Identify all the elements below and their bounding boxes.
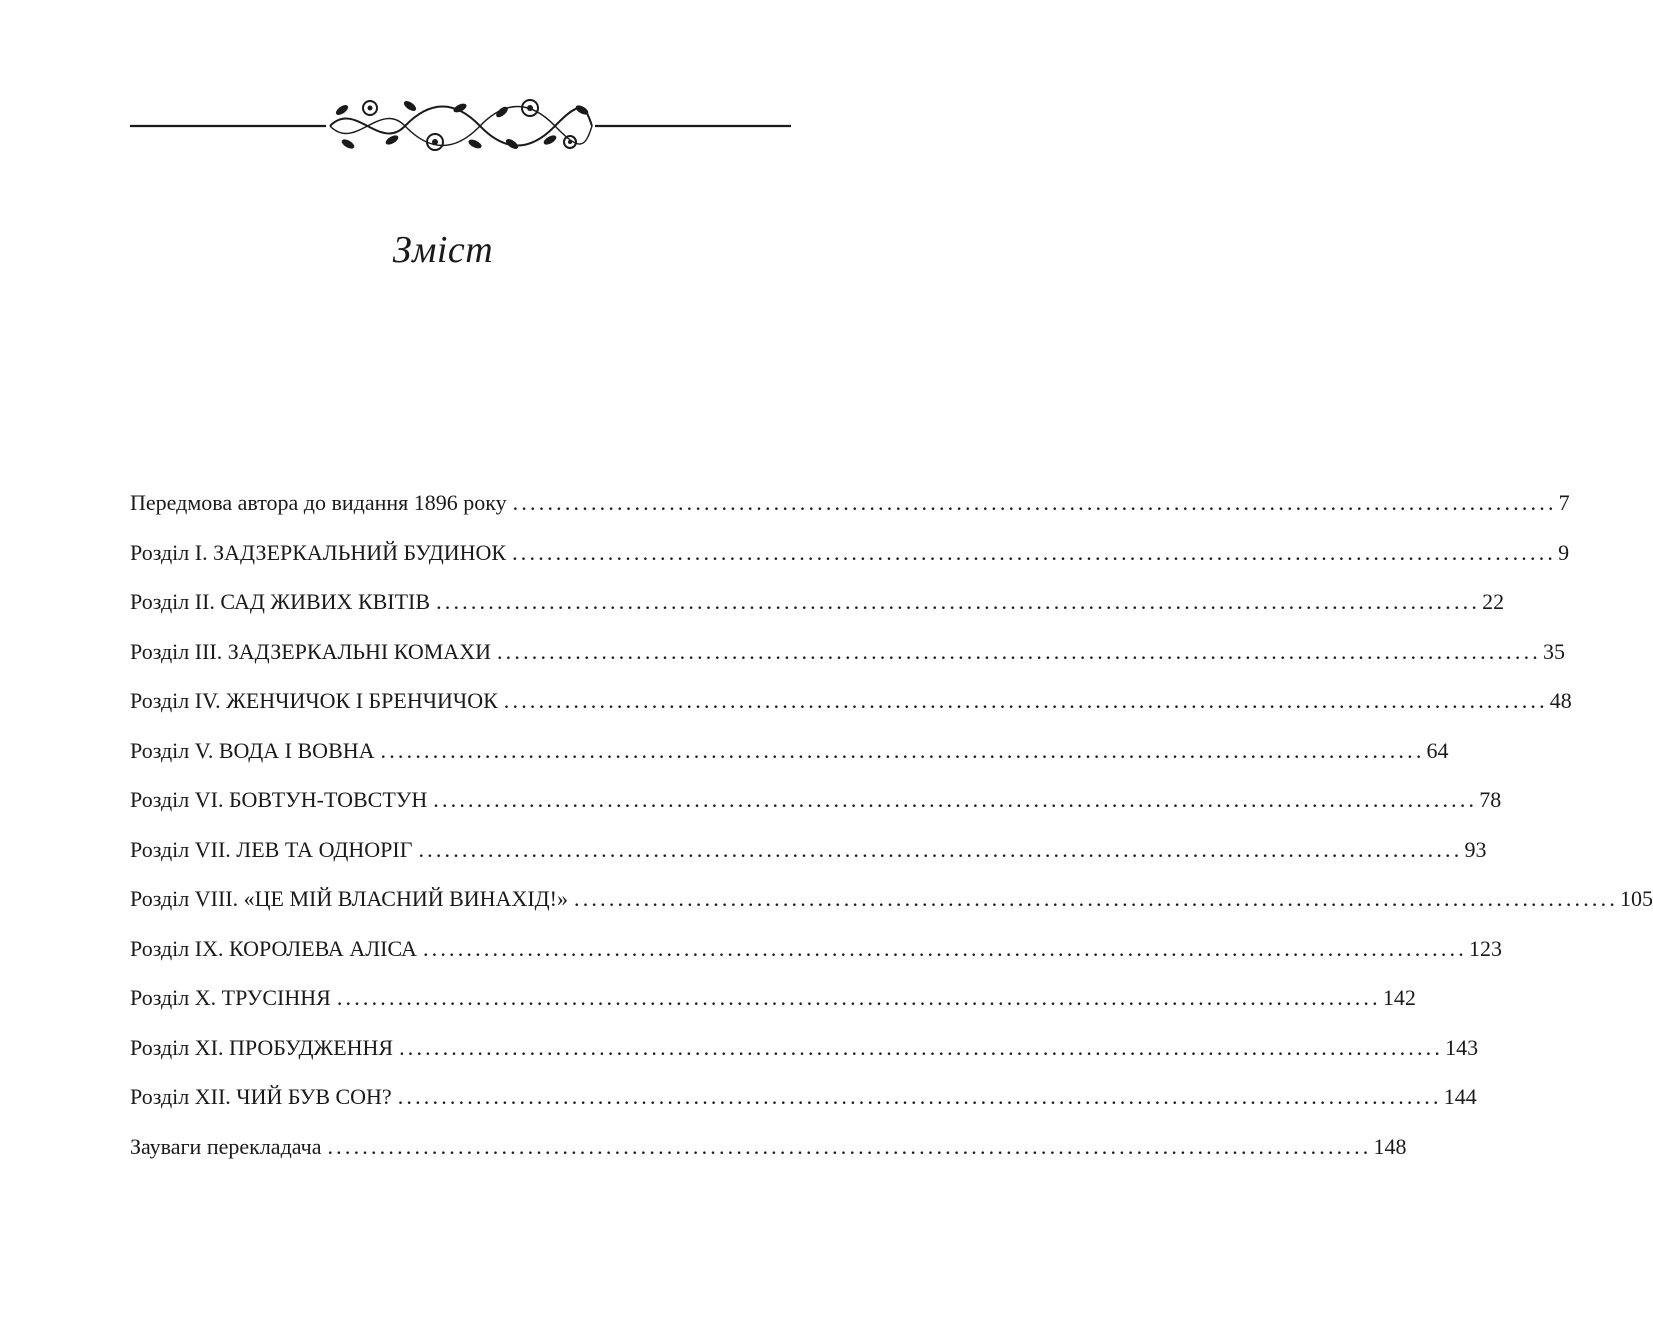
toc-entry-title: Передмова автора до видання 1896 року — [130, 490, 507, 515]
toc-entry[interactable] — [130, 490, 1570, 540]
toc-entry-title: Розділ X. ТРУСІННЯ — [130, 985, 331, 1010]
toc-dot-leader: ........................................................................................................................ — [512, 539, 1557, 565]
toc-dot-leader: ........................................................................................................................ — [327, 1133, 1372, 1159]
toc-entry-page-number: 35 — [1542, 638, 1565, 664]
toc-entry-title: Розділ II. САД ЖИВИХ КВІТІВ — [130, 589, 431, 614]
toc-entry[interactable] — [130, 737, 1449, 788]
toc-entry-title: Зауваги перекладача — [130, 1133, 322, 1159]
toc-entry[interactable] — [130, 985, 1416, 1035]
toc-entry-page-number: 142 — [1382, 985, 1416, 1010]
toc-dot-leader: ........................................................................................................................ — [496, 638, 1541, 664]
toc-entry-title: Розділ VIII. «ЦЕ МІЙ ВЛАСНИЙ ВИНАХІД!» — [130, 886, 569, 911]
floral-ornament-divider — [130, 92, 791, 160]
toc-entry-title: Розділ XI. ПРОБУДЖЕННЯ — [130, 1034, 394, 1060]
toc-entry-page-number: 123 — [1468, 935, 1502, 961]
toc-entry-page-number: 78 — [1479, 787, 1502, 812]
toc-entry-page-number: 22 — [1482, 589, 1505, 614]
toc-entry-page-number: 143 — [1445, 1034, 1479, 1060]
toc-entry[interactable] — [130, 539, 1570, 590]
toc-entry-title: Розділ VII. ЛЕВ ТА ОДНОРІГ — [130, 836, 413, 862]
page-title: Зміст — [392, 229, 494, 271]
toc-entry-page-number: 64 — [1426, 737, 1449, 763]
toc-entry-title: Розділ V. ВОДА І ВОВНА — [130, 737, 375, 763]
toc-entry[interactable] — [130, 688, 1572, 738]
toc-dot-leader: ........................................................................................................................ — [512, 490, 1557, 515]
toc-entry-page-number: 93 — [1464, 836, 1487, 862]
toc-entry[interactable] — [130, 787, 1502, 837]
leaf-icons — [334, 99, 590, 151]
toc-dot-leader: ........................................................................................................................ — [503, 688, 1548, 713]
toc-entry[interactable] — [130, 935, 1502, 986]
table-of-contents — [130, 490, 1653, 1183]
toc-dot-leader: ........................................................................................................................ — [418, 836, 1463, 862]
toc-dot-leader: ........................................................................................................................ — [422, 935, 1467, 961]
toc-entry-title: Розділ I. ЗАДЗЕРКАЛЬНИЙ БУДИНОК — [130, 539, 507, 565]
toc-entry-page-number: 148 — [1373, 1133, 1407, 1159]
toc-dot-leader: ........................................................................................................................ — [399, 1034, 1444, 1060]
toc-entry-page-number: 48 — [1549, 688, 1572, 713]
toc-dot-leader: ........................................................................................................................ — [433, 787, 1478, 812]
toc-entry-page-number: 9 — [1558, 539, 1570, 565]
toc-entry-page-number: 144 — [1443, 1084, 1477, 1109]
toc-entry[interactable] — [130, 836, 1487, 887]
toc-entry-page-number: 7 — [1558, 490, 1570, 515]
toc-entry-title: Розділ III. ЗАДЗЕРКАЛЬНІ КОМАХИ — [130, 638, 491, 664]
toc-entry[interactable] — [130, 1084, 1477, 1134]
toc-entry[interactable] — [130, 589, 1505, 639]
toc-dot-leader: ........................................................................................................................ — [380, 737, 1425, 763]
toc-entry-page-number: 105 — [1620, 886, 1653, 911]
toc-entry-title: Розділ VI. БОВТУН-ТОВСТУН — [130, 787, 428, 812]
toc-entry-title: Розділ IV. ЖЕНЧИЧОК І БРЕНЧИЧОК — [130, 688, 498, 713]
toc-entry[interactable] — [130, 1034, 1479, 1085]
toc-entry[interactable] — [130, 1133, 1407, 1184]
toc-dot-leader: ........................................................................................................................ — [336, 985, 1381, 1010]
toc-dot-leader: ........................................................................................................................ — [574, 886, 1619, 911]
toc-dot-leader: ........................................................................................................................ — [397, 1084, 1442, 1109]
toc-entry-title: Розділ XII. ЧИЙ БУВ СОН? — [130, 1084, 392, 1109]
toc-entry-title: Розділ IX. КОРОЛЕВА АЛІСА — [130, 935, 417, 961]
toc-entry[interactable] — [130, 886, 1653, 936]
toc-entry[interactable] — [130, 638, 1565, 689]
toc-dot-leader: ........................................................................................................................ — [436, 589, 1481, 614]
